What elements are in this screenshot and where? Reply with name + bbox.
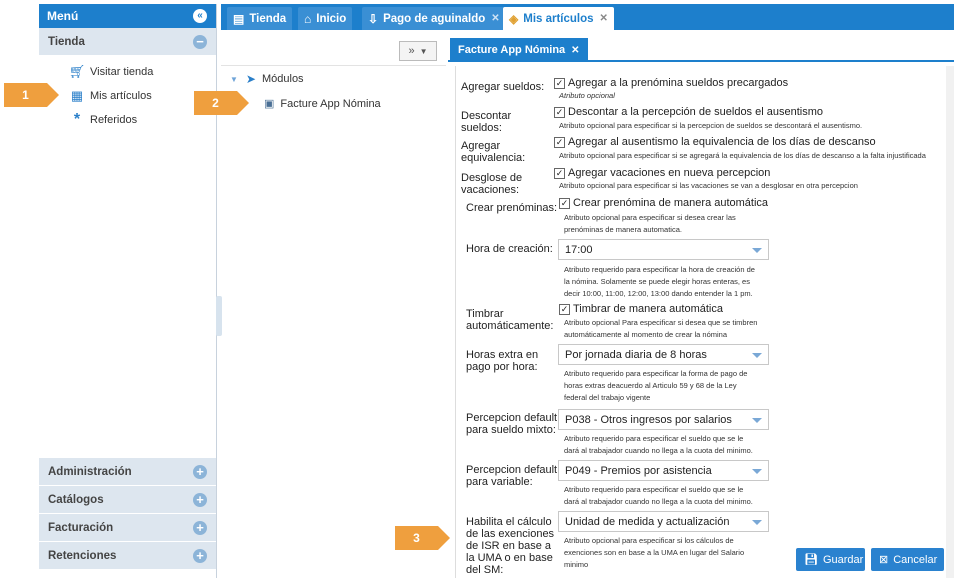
variable-select[interactable] (558, 460, 769, 481)
accordion-administracion[interactable] (39, 458, 216, 486)
store-icon: ▤ (233, 11, 245, 26)
equivalencia-checkbox[interactable] (554, 136, 876, 148)
timbrar-label-line2: automáticamente: (466, 320, 554, 332)
checkbox-checked-icon[interactable]: ✓ (555, 77, 564, 88)
double-chevron-icon: » (408, 45, 415, 57)
callout-2: 2 (194, 91, 237, 115)
tab-pago-aguinaldo[interactable] (362, 7, 506, 30)
modules-icon: ➤ (245, 72, 256, 86)
asterisk-icon: * (73, 111, 81, 128)
horas-extra-label-line2: pago por hora: (466, 361, 538, 373)
tab-facture-app-nomina[interactable] (450, 38, 588, 62)
timbrar-label-line1: Timbrar (466, 308, 504, 320)
tab-label: Pago de aguinaldo (383, 12, 486, 25)
sidebar-item-label: Mis artículos (90, 90, 152, 102)
checkbox-label: Agregar a la prenómina sueldos precargados (568, 77, 789, 89)
sueldo-mixto-label-line1: Percepcion default (466, 412, 558, 424)
uma-label-line4: la UMA o en base (466, 552, 553, 564)
sidebar (39, 4, 217, 578)
tab-label: Mis artículos (523, 12, 594, 25)
caret-down-icon: ▼ (419, 46, 428, 56)
tree-node-facture-app[interactable] (264, 97, 381, 110)
agregar-sueldos-checkbox[interactable] (554, 77, 788, 89)
expand-icon[interactable]: + (193, 493, 207, 507)
button-label: Guardar (822, 553, 864, 566)
dropdown-arrow-icon[interactable] (752, 353, 762, 358)
save-icon: 💾︎ (804, 554, 818, 566)
variable-label-line1: Percepcion default (466, 464, 558, 476)
tree-node-modulos[interactable] (230, 72, 304, 86)
accordion-label: Catálogos (48, 493, 104, 506)
select-value: P049 - Premios por asistencia (565, 464, 712, 477)
sueldo-mixto-select[interactable] (558, 409, 769, 430)
timbrar-note-line1: Atributo opcional Para especificar si desea que se timbren (564, 318, 758, 327)
divider (221, 65, 446, 66)
download-icon: ⇩ (368, 11, 379, 26)
expand-icon[interactable]: + (193, 549, 207, 563)
sidebar-item-label: Referidos (90, 114, 138, 126)
horas-extra-note-line2: horas extras deacuerdo al Articulo 59 y 68 de la Ley (564, 381, 737, 390)
accordion-catalogos[interactable] (39, 486, 216, 514)
horas-extra-select[interactable] (558, 344, 769, 365)
module-icon: ▣ (264, 98, 275, 110)
uma-note-line3: minimo (564, 560, 589, 569)
tab-bar (221, 4, 954, 30)
save-button[interactable] (796, 548, 865, 571)
home-icon: ⌂ (304, 11, 312, 26)
close-tab-icon[interactable]: ✕ (599, 13, 608, 24)
accordion-facturacion[interactable] (39, 514, 216, 542)
hora-note-line2: la nómina. Solamente se puede elegir horas enteras, es (564, 277, 750, 286)
accordion-retenciones[interactable] (39, 542, 216, 570)
modules-tree-panel (221, 38, 446, 578)
checkbox-label: Agregar al ausentismo la equivalencia de los días de descanso (568, 136, 876, 148)
descontar-label-line1: Descontar (461, 110, 512, 122)
uma-select[interactable] (558, 511, 769, 532)
callout-1: 1 (4, 83, 47, 107)
uma-label-line2: de las exenciones (466, 528, 555, 540)
dropdown-arrow-icon[interactable] (752, 418, 762, 423)
hora-note-line3: decir 10:00, 11:00, 12:00, 13:00 dando entender la 1 pm. (564, 289, 753, 298)
sidebar-item-visitar-tienda[interactable] (39, 60, 216, 84)
accordion-label: Tienda (48, 35, 85, 48)
checkbox-label: Agregar vacaciones en nueva percepcion (568, 167, 771, 179)
vacaciones-label-line2: vacaciones: (461, 184, 520, 196)
sueldo-mixto-note-line1: Atributo requerido para especificar el sueldo que se le (564, 434, 744, 443)
dropdown-arrow-icon[interactable] (752, 520, 762, 525)
collapse-icon[interactable]: − (193, 35, 207, 49)
timbrar-note-line2: automáticamente al momento de crear la nómina (564, 330, 728, 339)
horas-extra-note-line3: federal del trabajo vigente (564, 393, 651, 402)
timbrar-checkbox[interactable] (559, 303, 723, 315)
button-label: Cancelar (893, 553, 938, 566)
variable-note-line2: dará al trabajador cuando no llega a la cuota del minimo. (564, 497, 753, 506)
tienda-items (39, 60, 216, 426)
accordion-label: Retenciones (48, 549, 117, 562)
checkbox-checked-icon[interactable]: ✓ (560, 197, 569, 208)
sidebar-item-mis-articulos[interactable] (39, 84, 216, 108)
expand-icon[interactable]: + (193, 521, 207, 535)
uma-label-line5: del SM: (466, 564, 504, 576)
vacaciones-note: Atributo opcional para especificar si las vacaciones se van a desglosar en otra percepcion (559, 181, 858, 190)
uma-label-line1: Habilita el cálculo (466, 516, 552, 528)
checkbox-checked-icon[interactable]: ✓ (555, 106, 564, 117)
expand-tree-button[interactable] (399, 41, 437, 61)
checkbox-checked-icon[interactable]: ✓ (560, 303, 569, 314)
accordion-label: Facturación (48, 521, 114, 534)
hora-note-line1: Atributo requerido para especificar la hora de creación de (564, 265, 755, 274)
collapse-sidebar-icon[interactable]: « (193, 9, 207, 23)
checkbox-label: Descontar a la percepción de sueldos el ausentismo (568, 106, 823, 118)
vacaciones-checkbox[interactable] (554, 167, 770, 179)
cancel-button[interactable] (871, 548, 944, 571)
vacaciones-label-line1: Desglose de (461, 172, 523, 184)
dropdown-arrow-icon[interactable] (752, 469, 762, 474)
close-tab-icon[interactable]: ✕ (491, 13, 500, 24)
uma-note-line1: Atributo opcional para especificar si los cálculos de (564, 536, 734, 545)
expand-icon[interactable]: + (193, 465, 207, 479)
sidebar-title: Menú (47, 9, 79, 23)
cart-icon: 🛒︎ (68, 64, 86, 79)
uma-label-line3: de ISR en base a (466, 540, 552, 552)
tab-inicio[interactable] (298, 7, 352, 30)
select-value: Por jornada diaria de 8 horas (565, 348, 707, 361)
uma-note-line2: exenciones son en base a la UMA en lugar del Salario (564, 548, 745, 557)
caret-down-icon[interactable]: ▼ (230, 74, 238, 84)
horas-extra-note-line1: Atributo requerido para especificar la forma de pago de (564, 369, 748, 378)
tree-node-label: Módulos (261, 73, 304, 85)
checkbox-label: Timbrar de manera automática (573, 303, 723, 315)
grid-icon: ▦ (70, 88, 84, 103)
equivalencia-label-line2: equivalencia: (461, 152, 526, 164)
accordion-label: Administración (48, 465, 132, 478)
variable-label-line2: para variable: (466, 476, 533, 488)
select-value: P038 - Otros ingresos por salarios (565, 413, 732, 426)
resize-handle[interactable] (216, 296, 222, 336)
sueldo-mixto-label-line2: para sueldo mixto: (466, 424, 556, 436)
select-value: 17:00 (565, 243, 593, 256)
descontar-label-line2: sueldos: (461, 122, 502, 134)
checkbox-checked-icon[interactable]: ✓ (555, 136, 564, 147)
agregar-sueldos-note: Atributo opcional (559, 91, 615, 100)
tree-node-label: Facture App Nómina (280, 97, 381, 110)
sidebar-header (39, 4, 216, 28)
agregar-sueldos-label: Agregar sueldos: (461, 81, 545, 93)
checkbox-label: Crear prenómina de manera automática (573, 197, 769, 209)
sidebar-item-referidos[interactable] (39, 108, 216, 132)
select-value: Unidad de medida y actualización (565, 515, 730, 528)
settings-form (455, 66, 954, 578)
callout-3: 3 (395, 526, 438, 550)
crear-checkbox[interactable] (559, 197, 768, 209)
crear-note-line1: Atributo opcional para especificar si desea crear las (564, 213, 736, 222)
equivalencia-label-line1: Agregar (461, 140, 501, 152)
sidebar-item-label: Visitar tienda (90, 66, 154, 78)
close-tab-icon[interactable]: ✕ (571, 44, 580, 56)
horas-extra-label-line1: Horas extra en (466, 349, 539, 361)
checkbox-checked-icon[interactable]: ✓ (555, 167, 564, 178)
cancel-icon: ⊠ (879, 554, 889, 566)
descontar-checkbox[interactable] (554, 106, 823, 118)
box-icon: ◈ (509, 11, 519, 26)
sueldo-mixto-note-line2: dará al trabajador cuando no llega a la cuota del minimo. (564, 446, 753, 455)
tab-mis-articulos[interactable] (503, 7, 614, 30)
tab-label: Facture App Nómina (458, 44, 566, 56)
variable-note-line1: Atributo requerido para especificar el sueldo que se le (564, 485, 744, 494)
form-scrollbar[interactable] (946, 66, 954, 578)
tab-label: Tienda (249, 12, 287, 25)
form-tab-bar (448, 38, 954, 62)
descontar-note: Atributo opcional para especificar si la percepcion de sueldos se descontará el ausentismo. (559, 121, 863, 130)
accordion-tienda[interactable] (39, 28, 216, 56)
sidebar-sections (39, 458, 216, 570)
crear-note-line2: prenóminas de manera automatica. (564, 225, 682, 234)
equivalencia-note: Atributo opcional para especificar si se agregará la equivalencia de los días de descanso a la falta injustificada (559, 151, 926, 160)
dropdown-arrow-icon[interactable] (752, 248, 762, 253)
tab-label: Inicio (316, 12, 347, 25)
hora-select[interactable] (558, 239, 769, 260)
tab-tienda[interactable] (227, 7, 292, 30)
crear-label: Crear prenóminas: (466, 202, 558, 214)
hora-label: Hora de creación: (466, 243, 553, 255)
